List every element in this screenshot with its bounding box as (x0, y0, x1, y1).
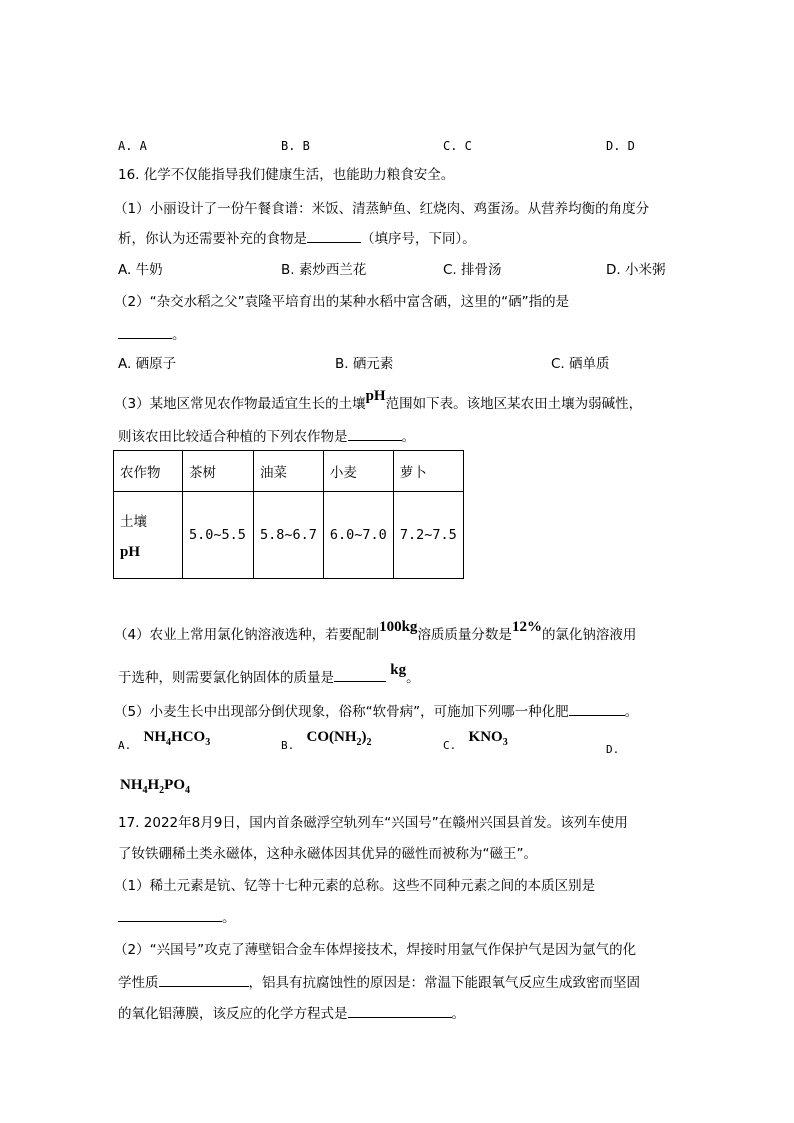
q17-p1-line2 (118, 907, 236, 927)
table-row (114, 492, 464, 579)
q17-p2-text: 学性质 (118, 975, 159, 991)
row-label-cell (114, 492, 183, 579)
q16-p4-line2 (118, 662, 420, 687)
table-header-cell: 油菜 (254, 451, 324, 492)
q16-p5-option-b[interactable] (281, 729, 372, 760)
answer-blank-q16-2[interactable] (118, 324, 172, 339)
prev-option-a[interactable]: A. A (118, 139, 147, 153)
table-header-cell: 农作物 (114, 451, 183, 492)
q16-p2-option-b[interactable]: B. 硒元素 (335, 356, 394, 372)
q16-p3-question: 则该农田比较适合种植的下列农作物是 (118, 429, 348, 445)
ph-symbol: pH (365, 388, 386, 404)
q16-p1-line2 (118, 228, 476, 248)
q16-p5-option-a[interactable] (118, 729, 211, 760)
percent-value: 12% (511, 619, 542, 635)
period: 。 (222, 910, 236, 926)
answer-blank-q16-4[interactable] (334, 667, 386, 682)
option-label: B. (281, 739, 295, 752)
q16-p1-option-d[interactable]: D. 小米粥 (606, 262, 666, 278)
formula-nh4hco3: $NH_4HCO_3$ (143, 729, 211, 748)
formula-urea: $CO(NH_2)_2$ (306, 729, 372, 748)
q16-p5-option-d[interactable] (606, 740, 619, 759)
q16-p1-option-c[interactable]: C. 排骨汤 (443, 262, 502, 278)
soil-ph-table (113, 450, 464, 579)
q17-p2-question: 的氧化铝薄膜，该反应的化学方程式是 (118, 1006, 348, 1022)
q16-p2-line1: （2）“杂交水稻之父”袁隆平培育出的某种水稻中富含硒，这里的“硒”指的是 (114, 294, 570, 310)
table-header-row (114, 451, 464, 492)
q16-p5-text: （5）小麦生长中出现部分倒伏现象，俗称“软骨病”，可施加下列哪一种化肥 (114, 704, 569, 720)
table-header-cell: 茶树 (183, 451, 254, 492)
q16-stem: 16. 化学不仅能指导我们健康生活，也能助力粮食安全。 (118, 167, 455, 183)
q16-p3-line2 (118, 426, 415, 446)
q16-p3-text: （3）某地区常见农作物最适宜生长的土壤 (114, 396, 366, 412)
answer-blank-q16-1[interactable] (307, 228, 361, 243)
q17-p2-line1: （2）“兴国号”攻克了薄壁铝合金车体焊接技术，焊接时用氩气作保护气是因为氩气的化 (114, 942, 637, 958)
q16-p3-text-2: 范围如下表。该地区某农田土壤为弱碱性， (385, 396, 643, 412)
q16-p1-line1: （1）小丽设计了一份午餐食谱：米饭、清蒸鲈鱼、红烧肉、鸡蛋汤。从营养均衡的角度分 (114, 201, 650, 217)
table-header-cell: 萝卜 (393, 451, 463, 492)
formula-nh4h2po4[interactable]: $NH_4H_2PO_4$ (120, 777, 191, 796)
option-label: A. (118, 739, 132, 752)
table-cell: 6.0~7.0 (323, 492, 393, 579)
prev-option-c[interactable]: C. C (443, 139, 472, 153)
row-label-soil: 土壤 (120, 513, 147, 530)
table-header-cell: 小麦 (323, 451, 393, 492)
q16-p1-option-b[interactable]: B. 素炒西兰花 (281, 262, 367, 278)
period: 。 (172, 327, 186, 343)
q16-p2-option-c[interactable]: C. 硒单质 (551, 356, 610, 372)
prev-option-d[interactable]: D. D (606, 139, 635, 153)
period: 。 (451, 1006, 465, 1022)
q16-p1-option-a[interactable]: A. 牛奶 (118, 262, 163, 278)
q16-p2-line2 (118, 324, 186, 344)
answer-blank-q16-5[interactable] (569, 701, 625, 716)
answer-blank-q17-3[interactable] (348, 1003, 452, 1018)
q16-p4-text: （4）农业上常用氯化钠溶液选种，若要配制 (114, 627, 380, 643)
table-cell: 7.2~7.5 (393, 492, 463, 579)
q16-p1-note: （填序号，下同）。 (361, 231, 476, 247)
q16-p4-text-3: 的氯化钠溶液用 (541, 627, 637, 643)
q16-p5-option-c[interactable] (443, 729, 508, 760)
option-label: C. (443, 739, 457, 752)
row-label-ph: pH (120, 543, 141, 560)
answer-blank-q17-1[interactable] (118, 907, 222, 922)
formula-kno3: $KNO_3$ (468, 729, 508, 748)
q17-p1-line1: （1）稀土元素是钪、钇等十七种元素的总称。这些不同种元素之间的本质区别是 (114, 878, 596, 894)
q16-p4-question: 于选种，则需要氯化钠固体的质量是 (118, 670, 334, 686)
q16-p4-text-2: 溶质质量分数是 (417, 627, 512, 643)
q17-stem-line1: 17. 2022年8月9日，国内首条磁浮空轨列车“兴国号”在赣州兴国县首发。该列车使用 (118, 815, 628, 831)
q17-p2-line2 (118, 972, 640, 992)
table-cell: 5.0~5.5 (183, 492, 254, 579)
period: 。 (406, 670, 420, 686)
option-label: D. (606, 743, 620, 756)
q16-p2-option-a[interactable]: A. 硒原子 (118, 356, 177, 372)
mass-value: 100kg (379, 619, 418, 635)
q16-p5-line1 (114, 701, 638, 721)
q16-p4-line1 (114, 619, 637, 644)
q17-p2-line3 (118, 1003, 465, 1023)
table-cell: 5.8~6.7 (254, 492, 324, 579)
answer-blank-q16-3[interactable] (348, 426, 402, 441)
q17-stem-line2: 了钕铁硼稀土类永磁体，这种永磁体因其优异的磁性而被称为“磁王”。 (118, 846, 537, 862)
period: 。 (401, 429, 415, 445)
answer-blank-q17-2[interactable] (159, 972, 249, 987)
period: 。 (624, 704, 639, 720)
q16-p1-text: 析，你认为还需要补充的食物是 (118, 231, 307, 247)
q17-p2-text-2: ，铝具有抗腐蚀性的原因是：常温下能跟氧气反应生成致密而坚固 (248, 975, 640, 991)
unit-kg: kg (390, 662, 407, 678)
prev-option-b[interactable]: B. B (281, 139, 310, 153)
q16-p3-line1 (114, 388, 643, 413)
